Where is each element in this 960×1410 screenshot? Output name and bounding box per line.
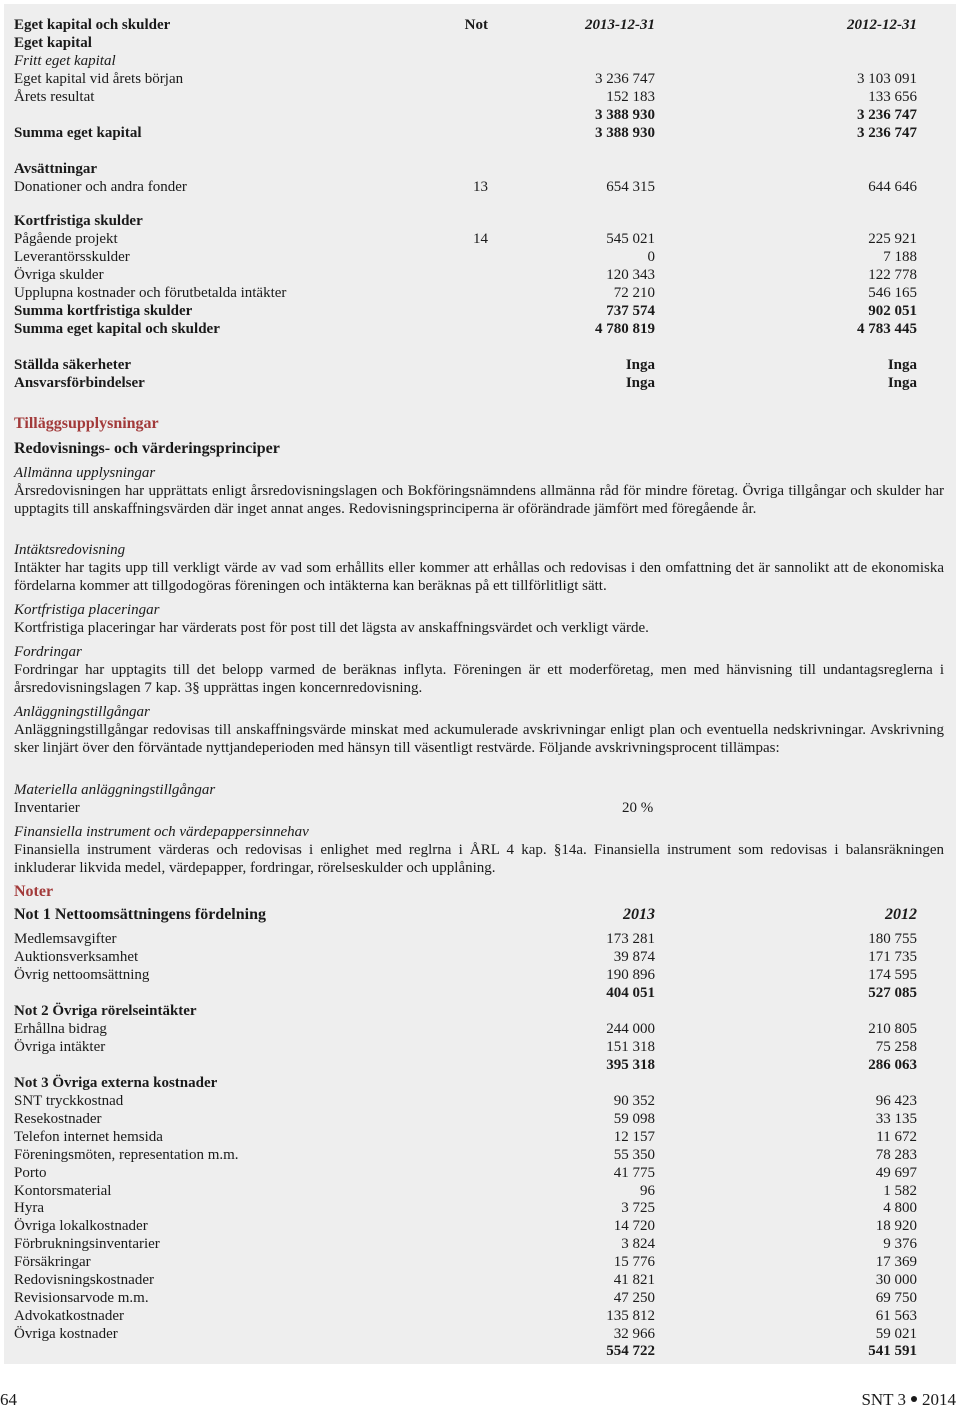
- value-2013: 55 350: [613, 1146, 655, 1163]
- receivables-text: Fordringar har upptagits till det belopp varmed de beräknas inflyta. Föreningen är ett moderföretag, men med hänvisning till undantagsreglerna i årsredovisningslagen 7 kap. 3§ upprättas ingen koncernredovisning.: [14, 662, 944, 696]
- value-2012: 96 423: [875, 1093, 917, 1109]
- value-2013: 654 315: [606, 179, 655, 195]
- value-2012: 4 800: [883, 1200, 917, 1217]
- value-2012: 180 755: [868, 931, 917, 947]
- value-2013: 395 318: [606, 1057, 655, 1073]
- value-2012: 644 646: [868, 179, 917, 195]
- value-2012: 541 591: [868, 1343, 917, 1359]
- row-label: Ställda säkerheter: [14, 357, 132, 373]
- value-2012: 61 563: [875, 1307, 917, 1324]
- row-label: Summa kortfristiga skulder: [14, 303, 193, 319]
- value-2012: 171 735: [868, 949, 917, 965]
- value-2013: 545 021: [606, 231, 655, 247]
- value-2013: 12 157: [613, 1128, 655, 1145]
- note1-row: [14, 948, 917, 966]
- note3-row: [14, 1146, 917, 1164]
- note3-total: [14, 1342, 917, 1360]
- row-label: Erhållna bidrag: [14, 1021, 107, 1037]
- value-2013: 151 318: [606, 1039, 655, 1055]
- value-2013: 47 250: [613, 1289, 655, 1306]
- note2-row: [14, 1020, 917, 1038]
- value-2012: 33 135: [875, 1110, 917, 1127]
- value-2012: 174 595: [868, 967, 917, 983]
- note3-row: [14, 1092, 917, 1110]
- value-2013: 3 236 747: [595, 71, 655, 87]
- row-label: Fritt eget kapital: [14, 53, 116, 69]
- row-note: 14: [473, 231, 488, 247]
- balance-row: [14, 52, 917, 70]
- note3-row: [14, 1199, 917, 1217]
- row-label: Övriga kostnader: [14, 1325, 118, 1342]
- value-2013: 32 966: [613, 1325, 655, 1342]
- note1-total: [14, 984, 917, 1002]
- note3-row: [14, 1307, 917, 1325]
- fixed-assets-title: Anläggningstillgångar: [14, 704, 150, 720]
- revenue-title: Intäktsredovisning: [14, 542, 126, 558]
- revenue-text: Intäkter har tagits upp till verkligt värde av vad som erhållits eller kommer att erhållas och redovisas i den omfattning det är sannolikt att de ekonomiska fördelarna kommer att tillgodogöras föreningen och intäkterna kan beräknas på ett tillförlitligt sätt.: [14, 560, 944, 594]
- value-2012: 17 369: [875, 1254, 917, 1271]
- value-2013: 96: [640, 1182, 655, 1199]
- financial-title: Finansiella instrument och värdepappersinnehav: [14, 824, 309, 840]
- row-label: Eget kapital vid årets början: [14, 71, 184, 87]
- note2-header: [14, 1002, 917, 1020]
- fixed-assets-text: Anläggningstillgångar redovisas till anskaffningsvärde minskat med ackumulerade avskrivningar enligt plan och eventuella nedskrivningar. Avskrivning sker linjärt över den förväntade nyttjandeperioden med hänsyn till väsentligt restvärde. Följande avskrivningsprocent tillämpas:: [14, 722, 944, 756]
- note1-year-2013: 2013: [623, 906, 655, 923]
- row-label: Årets resultat: [14, 89, 95, 105]
- financial-text: Finansiella instrument värderas och redovisas i enlighet med reglrna i ÅRL 4 kap. §14a. Finansiella instrument som redovisas i balansräkningen inkluderar likvida medel, värdepapper, fordringar, rörelseskulder och upplåning.: [14, 842, 944, 876]
- balance-row: [14, 284, 917, 302]
- balance-row: [14, 374, 917, 392]
- balance-row: [14, 266, 917, 284]
- row-label: Telefon internet hemsida: [14, 1128, 163, 1145]
- balance-row: [14, 34, 917, 52]
- row-label: Försäkringar: [14, 1254, 91, 1271]
- value-2012: 78 283: [875, 1146, 917, 1163]
- note3-header: [14, 1074, 917, 1092]
- note3-row: [14, 1253, 917, 1271]
- value-2012: 75 258: [875, 1039, 917, 1055]
- row-label: Kortfristiga skulder: [14, 213, 143, 229]
- row-label: Föreningsmöten, representation m.m.: [14, 1146, 239, 1163]
- value-2012: 18 920: [875, 1218, 917, 1235]
- row-label: Övrig nettoomsättning: [14, 967, 150, 983]
- row-label: Ansvarsförbindelser: [14, 375, 145, 391]
- row-label: Auktionsverksamhet: [14, 949, 139, 965]
- page-number: 64: [0, 1390, 17, 1409]
- publication-name: SNT 3: [861, 1390, 906, 1409]
- shortterm-text: Kortfristiga placeringar har värderats post för post till det lägsta av anskaffningsvärdet och verkligt värde.: [14, 620, 649, 636]
- value-2013: 3 824: [621, 1236, 655, 1253]
- note1-title: Not 1 Nettoomsättningens fördelning: [14, 906, 266, 923]
- row-label: Summa eget kapital: [14, 125, 142, 141]
- balance-title: Eget kapital och skulder: [14, 17, 171, 33]
- value-2012: 122 778: [868, 267, 917, 283]
- row-label: Förbrukningsinventarier: [14, 1236, 160, 1253]
- value-2012: 286 063: [868, 1057, 917, 1073]
- receivables-title: Fordringar: [14, 644, 82, 660]
- row-label: Not 3 Övriga externa kostnader: [14, 1075, 218, 1091]
- balance-row: [14, 302, 917, 320]
- row-label: Övriga lokalkostnader: [14, 1218, 148, 1235]
- value-2013: 14 720: [613, 1218, 655, 1235]
- note3-row: [14, 1182, 917, 1200]
- balance-header: [14, 16, 917, 34]
- value-2013: 72 210: [613, 285, 655, 301]
- note3-row: [14, 1110, 917, 1128]
- value-2012: Inga: [887, 357, 917, 373]
- value-2013: 120 343: [606, 267, 655, 283]
- note1-row: [14, 930, 917, 948]
- value-2013: 4 780 819: [595, 321, 655, 337]
- balance-row: [14, 88, 917, 106]
- notes-title: Noter: [14, 883, 54, 900]
- row-label: Redovisningskostnader: [14, 1272, 154, 1288]
- value-2013: 135 812: [606, 1307, 655, 1324]
- value-2013: 41 821: [613, 1272, 655, 1288]
- value-2012: 527 085: [868, 985, 917, 1001]
- inventory-percent: 20 %: [622, 800, 654, 816]
- shortterm-title: Kortfristiga placeringar: [14, 602, 160, 618]
- value-2013: 3 388 930: [595, 125, 655, 141]
- value-2013: 59 098: [613, 1110, 655, 1127]
- value-2012: 210 805: [868, 1021, 917, 1037]
- note3-row: [14, 1128, 917, 1146]
- row-label: Resekostnader: [14, 1110, 102, 1127]
- row-label: Revisionsarvode m.m.: [14, 1289, 149, 1306]
- value-2012: 902 051: [868, 303, 917, 319]
- note2-total: [14, 1056, 917, 1074]
- value-2012: 49 697: [875, 1164, 917, 1181]
- inventory-label: Inventarier: [14, 800, 80, 816]
- note1-row: [14, 966, 917, 984]
- value-2012: 1 582: [883, 1182, 917, 1199]
- note1-year-2012: 2012: [885, 906, 917, 923]
- row-label: Donationer och andra fonder: [14, 179, 187, 195]
- balance-row: [14, 356, 917, 374]
- note3-row: [14, 1325, 917, 1343]
- value-2012: Inga: [887, 375, 917, 391]
- row-note: 13: [473, 179, 488, 195]
- tangible-assets-title: Materiella anläggningstillgångar: [14, 782, 216, 798]
- note-column-header: Not: [464, 17, 488, 33]
- row-label: Medlemsavgifter: [14, 931, 117, 947]
- balance-row: [14, 178, 917, 196]
- row-label: Porto: [14, 1164, 47, 1181]
- row-label: Not 2 Övriga rörelseintäkter: [14, 1003, 197, 1019]
- value-2012: 3 236 747: [857, 125, 917, 141]
- value-2012: 69 750: [875, 1289, 917, 1306]
- row-label: Upplupna kostnader och förutbetalda intäkter: [14, 285, 287, 301]
- bullet-icon: [911, 1396, 917, 1402]
- general-title: Allmänna upplysningar: [14, 465, 156, 481]
- value-2013: 41 775: [613, 1164, 655, 1181]
- row-label: Övriga skulder: [14, 267, 104, 283]
- balance-row: [14, 106, 917, 124]
- value-2012: 30 000: [875, 1272, 917, 1288]
- value-2013: Inga: [625, 357, 655, 373]
- value-2013: 0: [647, 249, 655, 265]
- general-text: Årsredovisningen har upprättats enligt årsredovisningslagen och Bokföringsnämndens allmänna råd för mindre företag. Övriga tillgångar och skulder har upptagits till anskaffningsvärden där inget annat anges. Redovisningsprinciperna är oförändrade jämfört med föregående år.: [14, 483, 944, 517]
- row-label: Övriga intäkter: [14, 1039, 106, 1055]
- balance-row: [14, 212, 917, 230]
- value-2013: 39 874: [613, 949, 655, 965]
- value-2013: 244 000: [606, 1021, 655, 1037]
- value-2012: 133 656: [868, 89, 917, 105]
- publication-year: 2014: [922, 1390, 956, 1409]
- row-label: Summa eget kapital och skulder: [14, 321, 220, 337]
- value-2013: 3 725: [621, 1200, 655, 1217]
- value-2013: 90 352: [613, 1093, 655, 1109]
- value-2013: 554 722: [606, 1343, 655, 1359]
- note3-row: [14, 1164, 917, 1182]
- value-2013: 737 574: [606, 303, 655, 319]
- row-label: Hyra: [14, 1200, 44, 1217]
- row-label: Pågående projekt: [14, 231, 118, 247]
- value-2013: 15 776: [613, 1254, 655, 1271]
- value-2013: 173 281: [606, 931, 655, 947]
- year-2012-header: 2012-12-31: [847, 17, 917, 33]
- year-2013-header: 2013-12-31: [585, 17, 655, 33]
- value-2013: Inga: [625, 375, 655, 391]
- value-2012: 11 672: [876, 1128, 917, 1145]
- note3-row: [14, 1289, 917, 1307]
- balance-row: [14, 70, 917, 88]
- supplementary-title: Tilläggsupplysningar: [14, 415, 159, 432]
- note3-row: [14, 1271, 917, 1289]
- principles-title: Redovisnings- och värderingsprinciper: [14, 440, 280, 457]
- row-label: Eget kapital: [14, 35, 92, 51]
- row-label: Leverantörsskulder: [14, 249, 130, 265]
- balance-row: [14, 320, 917, 338]
- value-2013: 152 183: [606, 89, 655, 105]
- row-label: Avsättningar: [14, 161, 98, 177]
- note2-row: [14, 1038, 917, 1056]
- value-2013: 190 896: [606, 967, 655, 983]
- note3-row: [14, 1235, 917, 1253]
- row-label: Kontorsmaterial: [14, 1182, 112, 1199]
- value-2012: 546 165: [868, 285, 917, 301]
- publication-footer: [861, 1390, 956, 1410]
- value-2013: 3 388 930: [595, 107, 655, 123]
- value-2012: 4 783 445: [857, 321, 917, 337]
- note3-row: [14, 1217, 917, 1235]
- balance-row: [14, 248, 917, 266]
- value-2012: 3 236 747: [857, 107, 917, 123]
- value-2013: 404 051: [606, 985, 655, 1001]
- value-2012: 59 021: [875, 1325, 917, 1342]
- value-2012: 7 188: [883, 249, 917, 265]
- balance-row: [14, 160, 917, 178]
- balance-row: [14, 124, 917, 142]
- value-2012: 225 921: [868, 231, 917, 247]
- row-label: Advokatkostnader: [14, 1307, 124, 1324]
- balance-row: [14, 230, 917, 248]
- note1-header: [14, 906, 917, 924]
- row-label: SNT tryckkostnad: [14, 1093, 124, 1109]
- value-2012: 3 103 091: [857, 71, 917, 87]
- value-2012: 9 376: [883, 1236, 917, 1253]
